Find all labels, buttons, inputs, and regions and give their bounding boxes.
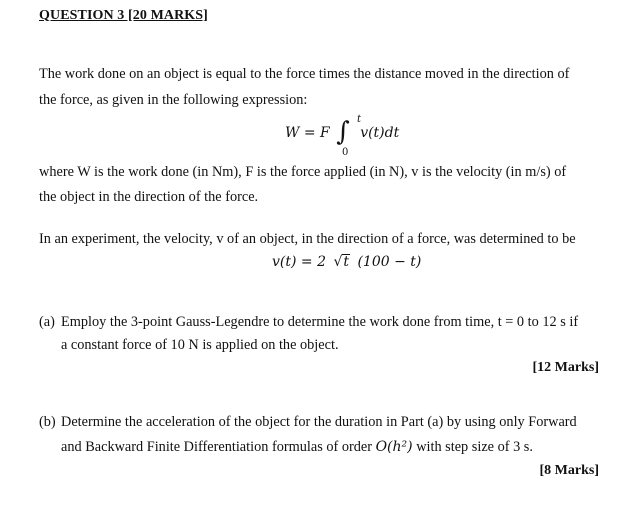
where-line-1: where W is the work done (in Nm), F is the force applied (in N), v is the velocity (in m/s) of	[39, 164, 567, 180]
question-heading: QUESTION 3 [20 MARKS]	[39, 8, 208, 23]
part-a-line-2: a constant force of 10 N is applied on the object.	[61, 337, 339, 353]
integrand: v(t)dt	[360, 125, 400, 141]
experiment-line: In an experiment, the velocity, v of an object, in the direction of a force, was determined to be	[39, 231, 576, 247]
intro-line-1: The work done on an object is equal to the force times the distance moved in the direction of	[39, 66, 570, 82]
part-b-line-2-after: with step size of 3 s.	[416, 439, 533, 455]
work-formula-lhs: W = F	[285, 125, 330, 141]
part-b-line-1: Determine the acceleration of the object for the duration in Part (a) by using only Forward	[61, 414, 577, 430]
integral-upper-limit: t	[357, 114, 362, 125]
integral-sign: ∫	[336, 117, 350, 147]
velocity-formula	[272, 254, 421, 270]
part-b-line-2-before: and Backward Finite Differentiation formulas of order	[61, 439, 372, 455]
sqrt-radicand: t	[343, 254, 350, 270]
part-b-marks: [8 Marks]	[539, 463, 599, 478]
order-notation: O(h²)	[375, 439, 413, 455]
intro-line-2: the force, as given in the following expression:	[39, 92, 308, 108]
integral-lower-limit: 0	[342, 147, 349, 158]
part-b-line-2	[61, 436, 533, 458]
part-a-line-1: Employ the 3-point Gauss-Legendre to determine the work done from time, t = 0 to 12 s if	[61, 314, 579, 330]
velocity-formula-rhs: (100 − t)	[357, 254, 422, 270]
velocity-formula-lhs: v(t) = 2	[272, 254, 326, 270]
where-line-2: the object in the direction of the force.	[39, 189, 259, 205]
part-a-marks: [12 Marks]	[532, 360, 599, 375]
work-formula	[285, 116, 399, 158]
part-a-label: (a)	[39, 314, 55, 330]
sqrt-symbol: √	[333, 254, 343, 270]
part-b-label: (b)	[39, 414, 56, 430]
